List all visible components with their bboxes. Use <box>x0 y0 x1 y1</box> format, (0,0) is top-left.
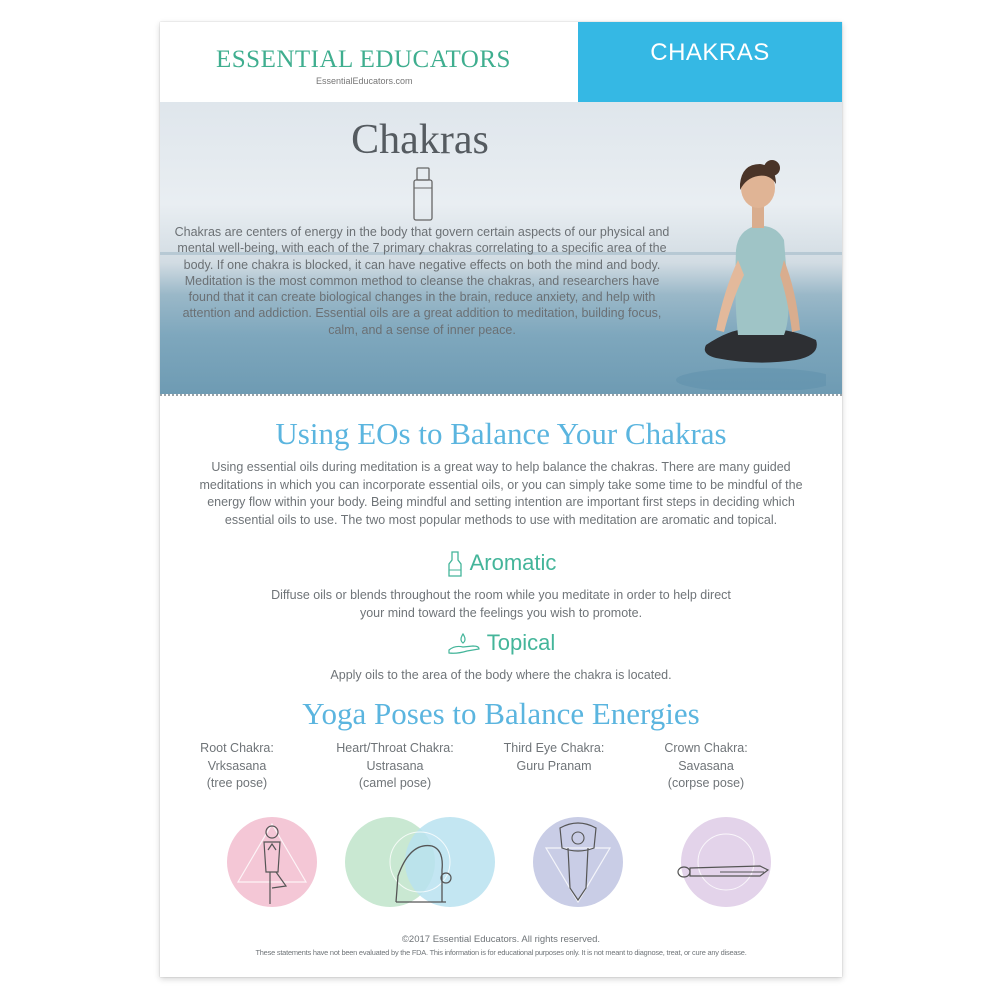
pose-heart-throat-chakra: Heart/Throat Chakra: <box>336 741 454 755</box>
brand-url: EssentialEducators.com <box>316 76 413 86</box>
fda-disclaimer: These statements have not been evaluated by the FDA. This information is for educational purposes only. It is not meant to diagnose, treat, or cure any disease. <box>255 948 747 957</box>
pose-heart-throat <box>320 740 470 793</box>
pose-crown-name: Savasana <box>678 758 734 773</box>
aromatic-heading <box>160 550 842 578</box>
pose-crown <box>631 740 781 793</box>
pose-root-name: Vrksasana <box>207 758 267 773</box>
pose-third-eye-name: Guru Pranam <box>516 758 592 773</box>
divider-bottom <box>160 394 842 396</box>
meditating-woman-image <box>676 140 826 390</box>
using-eos-body: Using essential oils during meditation is a great way to help balance the chakras. There are many guided meditations in which you can incorporate essential oils, or you can simply take some time to be mindful of the energy flow within your body. Being mindful and setting intention are important first steps in deciding which essential oils to use. The two most popular methods to use with meditation are aromatic and topical. <box>199 460 803 527</box>
camel-pose-illustration <box>345 817 495 907</box>
topical-body: Apply oils to the area of the body where the chakra is located. <box>330 668 672 682</box>
hand-drop-icon <box>447 632 481 656</box>
pose-root-english: (tree pose) <box>206 776 268 790</box>
yoga-title: Yoga Poses to Balance Energies <box>302 696 700 731</box>
pose-crown-english: (corpse pose) <box>667 776 745 790</box>
tree-pose-illustration <box>227 817 317 907</box>
hero-body: Chakras are centers of energy in the body that govern certain aspects of our physical and mental well-being, with each of the 7 primary chakras correlating to a specific area of the body. If one chakra is blocked, it can have negative effects on both the mind and body. Meditation is the most common method to cleanse the chakras, and researchers have found that it can create biological changes in the brain, reduce anxiety, and help with attention and addiction. Essential oils are a great addition to meditation, building focus, calm, and a sense of inner peace. <box>174 225 670 337</box>
pose-crown-chakra: Crown Chakra: <box>664 741 748 755</box>
savasana-illustration <box>678 817 771 907</box>
diffuser-icon <box>446 550 464 578</box>
topic-tag <box>578 22 842 102</box>
brand-logo: ESSENTIAL EDUCATORS <box>216 46 511 73</box>
handout-card <box>160 22 842 977</box>
copyright: ©2017 Essential Educators. All rights reserved. <box>401 934 601 945</box>
oil-bottle-icon <box>412 166 434 222</box>
hero-title: Chakras <box>351 117 489 163</box>
pose-third-eye <box>479 740 629 775</box>
using-eos-title: Using EOs to Balance Your Chakras <box>275 416 727 451</box>
pose-root-chakra: Root Chakra: <box>200 741 274 755</box>
pose-root <box>162 740 312 793</box>
guru-pranam-illustration <box>533 817 623 907</box>
pose-heart-throat-english: (camel pose) <box>358 776 432 790</box>
topical-label: Topical <box>486 630 556 655</box>
topic-tag-label: CHAKRAS <box>650 39 770 66</box>
pose-illustrations <box>160 802 842 922</box>
pose-heart-throat-name: Ustrasana <box>366 758 424 773</box>
pose-third-eye-chakra: Third Eye Chakra: <box>503 741 605 755</box>
aromatic-body: Diffuse oils or blends throughout the room while you meditate in order to help direct your mind toward the feelings you wish to promote. <box>271 588 731 620</box>
hero-banner <box>160 102 842 394</box>
aromatic-label: Aromatic <box>469 550 557 575</box>
topical-heading <box>160 630 842 656</box>
